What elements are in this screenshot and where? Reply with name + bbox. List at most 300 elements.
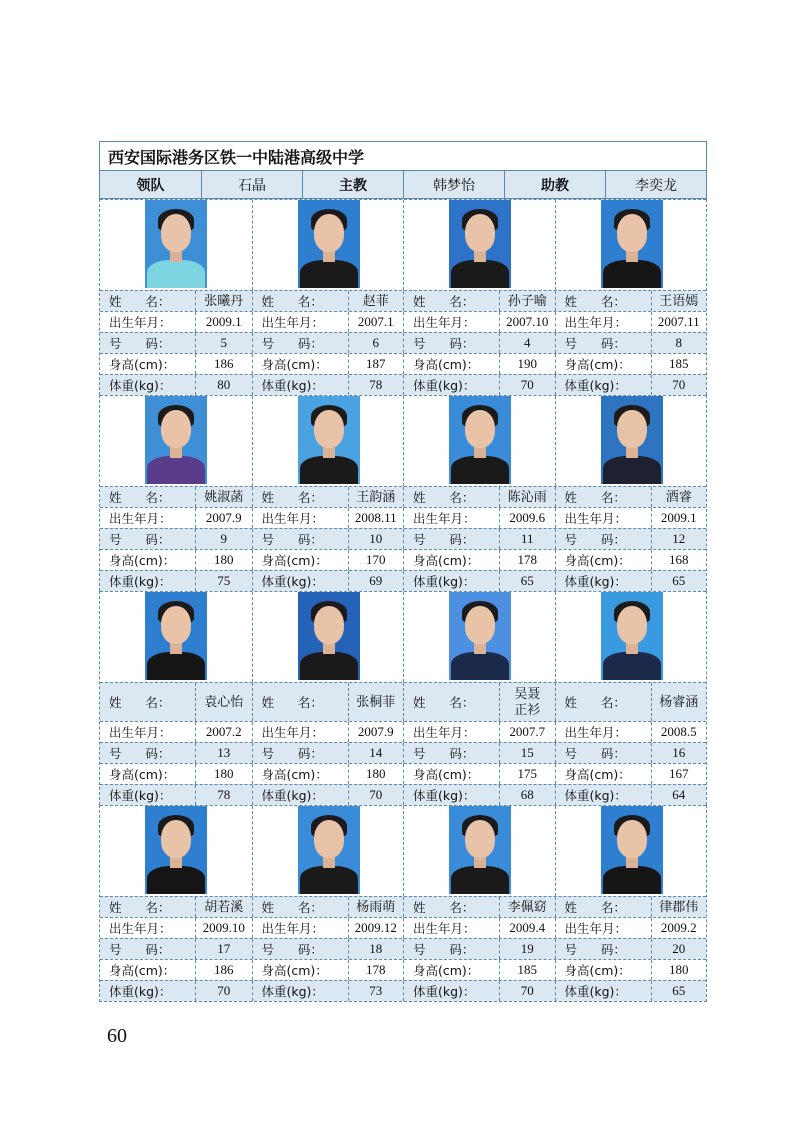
- player-number: [349, 939, 404, 959]
- player-birth: [652, 918, 707, 938]
- player-birth-cell: [100, 722, 252, 742]
- photo-row: [100, 199, 706, 290]
- number-row: [100, 332, 706, 353]
- photo-shirt: [147, 456, 205, 484]
- player-name: [652, 897, 707, 917]
- height-label: 身高(cm)：: [404, 960, 500, 980]
- player-group: [99, 395, 707, 591]
- player-birth-cell: [403, 508, 555, 528]
- number-label: 号 码：: [556, 333, 652, 353]
- photo-face: [161, 214, 191, 252]
- name-label: 姓 名：: [404, 487, 500, 507]
- player-photo: [298, 592, 360, 680]
- player-name: [500, 683, 555, 721]
- weight-label: 体重(kg)：: [556, 981, 652, 1001]
- player-birth-cell: [403, 722, 555, 742]
- name-row: [100, 486, 706, 507]
- player-name-text: 姚淑菡: [204, 489, 244, 504]
- player-birth-text: 2007.10: [506, 314, 549, 329]
- player-weight-text: 75: [217, 573, 231, 588]
- player-photo: [145, 806, 207, 894]
- player-height-text: 180: [669, 962, 689, 977]
- player-weight-text: 73: [369, 983, 383, 998]
- player-birth: [500, 508, 555, 528]
- photo-shirt: [451, 652, 509, 680]
- height-label: 身高(cm)：: [253, 354, 349, 374]
- player-weight-cell: [403, 785, 555, 805]
- player-birth-cell: [555, 918, 707, 938]
- height-label: 身高(cm)：: [404, 764, 500, 784]
- player-name-cell: [100, 291, 252, 311]
- birth-row: [100, 721, 706, 742]
- player-name-text: 吴聂正衫: [514, 686, 541, 717]
- name-label: 姓 名：: [556, 487, 652, 507]
- player-name-text: 赵菲: [362, 293, 389, 308]
- player-number: [196, 529, 252, 549]
- player-number-text: 20: [672, 941, 686, 956]
- player-group: [99, 199, 707, 395]
- player-name-text: 陈沁雨: [507, 489, 547, 504]
- player-number-text: 5: [220, 335, 227, 350]
- number-row: [100, 742, 706, 763]
- leader-name: 石晶: [201, 171, 302, 198]
- player-weight-text: 70: [520, 377, 534, 392]
- player-weight-text: 70: [672, 377, 686, 392]
- weight-label: 体重(kg)：: [404, 571, 500, 591]
- player-height: [652, 960, 707, 980]
- player-weight-cell: [100, 571, 252, 591]
- player-name: [196, 683, 252, 721]
- weight-row: [100, 570, 706, 591]
- player-name: [500, 487, 555, 507]
- number-label: 号 码：: [404, 939, 500, 959]
- height-label: 身高(cm)：: [100, 550, 196, 570]
- photo-face: [161, 606, 191, 644]
- player-birth-text: 2009.10: [202, 920, 245, 935]
- player-weight-text: 65: [672, 573, 686, 588]
- photo-shirt: [147, 260, 205, 288]
- player-birth-cell: [252, 508, 404, 528]
- name-label: 姓 名：: [404, 291, 500, 311]
- player-weight: [196, 571, 252, 591]
- player-weight-cell: [403, 571, 555, 591]
- player-group: [99, 591, 707, 805]
- school-title: 西安国际港务区铁一中陆港高级中学: [99, 141, 707, 170]
- player-weight: [349, 981, 404, 1001]
- player-height: [500, 764, 555, 784]
- height-label: 身高(cm)：: [556, 764, 652, 784]
- player-weight-text: 64: [672, 787, 686, 802]
- height-label: 身高(cm)：: [556, 960, 652, 980]
- player-height: [349, 960, 404, 980]
- player-height: [500, 354, 555, 374]
- player-weight-cell: [100, 785, 252, 805]
- photo-cell: [100, 396, 252, 486]
- player-number-text: 15: [520, 745, 534, 760]
- player-birth-text: 2008.5: [660, 724, 697, 739]
- player-name: [349, 683, 404, 721]
- player-number-text: 17: [217, 941, 231, 956]
- weight-label: 体重(kg)：: [253, 785, 349, 805]
- height-row: [100, 763, 706, 784]
- photo-cell: [252, 200, 404, 290]
- birth-row: [100, 507, 706, 528]
- photo-face: [465, 820, 495, 858]
- player-birth-cell: [555, 312, 707, 332]
- height-row: [100, 549, 706, 570]
- player-height-cell: [100, 764, 252, 784]
- player-name-text: 杨睿涵: [659, 694, 699, 709]
- player-name: [349, 291, 404, 311]
- assistant-label: 助教: [504, 171, 605, 198]
- player-name: [652, 291, 707, 311]
- player-photo: [601, 592, 663, 680]
- player-name: [196, 291, 252, 311]
- weight-label: 体重(kg)：: [253, 375, 349, 395]
- player-name-text: 张曦丹: [204, 293, 244, 308]
- player-number: [196, 333, 252, 353]
- photo-shirt: [451, 456, 509, 484]
- player-number-text: 9: [220, 531, 227, 546]
- photo-cell: [100, 200, 252, 290]
- photo-cell: [252, 396, 404, 486]
- player-number-text: 8: [675, 335, 682, 350]
- player-height-text: 186: [214, 962, 234, 977]
- height-label: 身高(cm)：: [100, 960, 196, 980]
- name-label: 姓 名：: [404, 897, 500, 917]
- player-birth-cell: [100, 508, 252, 528]
- player-weight-text: 78: [369, 377, 383, 392]
- player-height-cell: [555, 550, 707, 570]
- player-name-cell: [252, 683, 404, 721]
- name-label: 姓 名：: [556, 683, 652, 721]
- player-number-text: 14: [369, 745, 383, 760]
- photo-cell: [555, 200, 707, 290]
- player-height-text: 186: [214, 356, 234, 371]
- birth-label: 出生年月：: [404, 722, 500, 742]
- weight-label: 体重(kg)：: [404, 375, 500, 395]
- weight-row: [100, 980, 706, 1001]
- player-number: [196, 939, 252, 959]
- player-name-cell: [100, 487, 252, 507]
- name-row: [100, 290, 706, 311]
- player-number-cell: [555, 529, 707, 549]
- player-number-text: 18: [369, 941, 383, 956]
- player-birth: [196, 312, 252, 332]
- name-label: 姓 名：: [253, 487, 349, 507]
- player-height: [652, 550, 707, 570]
- player-name-cell: [252, 897, 404, 917]
- player-birth-text: 2007.9: [357, 724, 394, 739]
- player-photo: [145, 396, 207, 484]
- player-number: [500, 939, 555, 959]
- player-height-text: 180: [214, 766, 234, 781]
- player-weight: [652, 785, 707, 805]
- player-height: [349, 764, 404, 784]
- player-name-text: 王语嫣: [659, 293, 699, 308]
- player-height-text: 175: [517, 766, 537, 781]
- number-label: 号 码：: [100, 939, 196, 959]
- player-number-cell: [403, 939, 555, 959]
- player-weight-cell: [555, 981, 707, 1001]
- player-photo: [449, 200, 511, 288]
- weight-label: 体重(kg)：: [556, 571, 652, 591]
- player-weight-text: 68: [520, 787, 534, 802]
- player-height-cell: [403, 960, 555, 980]
- weight-label: 体重(kg)：: [404, 785, 500, 805]
- player-photo: [449, 396, 511, 484]
- player-weight-text: 70: [520, 983, 534, 998]
- player-weight: [500, 375, 555, 395]
- player-birth: [196, 508, 252, 528]
- name-label: 姓 名：: [100, 683, 196, 721]
- photo-cell: [403, 592, 555, 682]
- photo-face: [314, 820, 344, 858]
- birth-label: 出生年月：: [100, 312, 196, 332]
- birth-label: 出生年月：: [100, 508, 196, 528]
- player-weight-cell: [252, 571, 404, 591]
- photo-cell: [403, 396, 555, 486]
- weight-label: 体重(kg)：: [253, 571, 349, 591]
- player-name-text: 酒睿: [665, 489, 692, 504]
- player-photo: [145, 592, 207, 680]
- player-height-cell: [403, 764, 555, 784]
- player-height-cell: [403, 354, 555, 374]
- player-birth-cell: [100, 312, 252, 332]
- player-weight: [349, 375, 404, 395]
- player-number-text: 10: [369, 531, 383, 546]
- player-birth: [349, 508, 404, 528]
- player-birth: [349, 722, 404, 742]
- player-birth: [500, 312, 555, 332]
- player-photo: [601, 396, 663, 484]
- player-birth: [349, 918, 404, 938]
- player-number: [196, 743, 252, 763]
- player-birth: [196, 918, 252, 938]
- player-birth-cell: [403, 918, 555, 938]
- number-label: 号 码：: [253, 529, 349, 549]
- number-label: 号 码：: [253, 333, 349, 353]
- player-name-cell: [403, 683, 555, 721]
- player-weight-cell: [100, 375, 252, 395]
- number-label: 号 码：: [404, 529, 500, 549]
- birth-label: 出生年月：: [253, 722, 349, 742]
- player-name-cell: [100, 897, 252, 917]
- player-name-cell: [252, 291, 404, 311]
- player-number-cell: [555, 743, 707, 763]
- player-height-cell: [252, 764, 404, 784]
- player-weight-cell: [100, 981, 252, 1001]
- player-height-cell: [252, 960, 404, 980]
- birth-label: 出生年月：: [404, 508, 500, 528]
- player-height-cell: [100, 354, 252, 374]
- player-weight-text: 70: [369, 787, 383, 802]
- player-weight-cell: [252, 785, 404, 805]
- player-height-cell: [252, 550, 404, 570]
- height-label: 身高(cm)：: [253, 550, 349, 570]
- birth-label: 出生年月：: [404, 312, 500, 332]
- height-label: 身高(cm)：: [404, 354, 500, 374]
- player-birth: [196, 722, 252, 742]
- player-number: [500, 333, 555, 353]
- player-weight-cell: [403, 375, 555, 395]
- number-label: 号 码：: [100, 529, 196, 549]
- photo-shirt: [451, 866, 509, 894]
- birth-label: 出生年月：: [100, 722, 196, 742]
- height-label: 身高(cm)：: [404, 550, 500, 570]
- birth-row: [100, 917, 706, 938]
- player-name: [349, 897, 404, 917]
- player-birth-cell: [252, 918, 404, 938]
- number-label: 号 码：: [253, 939, 349, 959]
- number-label: 号 码：: [556, 743, 652, 763]
- photo-shirt: [603, 260, 661, 288]
- player-weight-text: 80: [217, 377, 231, 392]
- player-name: [500, 897, 555, 917]
- player-number-cell: [403, 333, 555, 353]
- player-weight: [196, 981, 252, 1001]
- player-name-text: 胡若溪: [204, 899, 244, 914]
- player-weight: [500, 571, 555, 591]
- player-number-cell: [252, 743, 404, 763]
- player-birth-text: 2009.4: [509, 920, 546, 935]
- photo-face: [617, 606, 647, 644]
- player-birth-cell: [100, 918, 252, 938]
- team-roster: [99, 141, 707, 1002]
- height-label: 身高(cm)：: [556, 354, 652, 374]
- player-weight-text: 70: [217, 983, 231, 998]
- player-number-cell: [252, 939, 404, 959]
- player-name-text: 律郡伟: [659, 899, 699, 914]
- weight-label: 体重(kg)：: [100, 785, 196, 805]
- photo-face: [465, 214, 495, 252]
- player-height-text: 190: [517, 356, 537, 371]
- player-name-cell: [100, 683, 252, 721]
- photo-shirt: [603, 652, 661, 680]
- player-number-cell: [100, 939, 252, 959]
- player-number-text: 11: [520, 531, 534, 546]
- number-label: 号 码：: [556, 529, 652, 549]
- weight-row: [100, 784, 706, 805]
- player-height: [196, 960, 252, 980]
- player-number: [652, 333, 707, 353]
- name-label: 姓 名：: [100, 897, 196, 917]
- number-label: 号 码：: [556, 939, 652, 959]
- player-birth: [500, 918, 555, 938]
- weight-label: 体重(kg)：: [253, 981, 349, 1001]
- photo-face: [314, 606, 344, 644]
- player-height-text: 170: [366, 552, 386, 567]
- player-birth-text: 2009.1: [205, 314, 242, 329]
- player-height: [196, 354, 252, 374]
- player-height: [500, 550, 555, 570]
- photo-face: [161, 410, 191, 448]
- player-name: [652, 487, 707, 507]
- birth-label: 出生年月：: [556, 508, 652, 528]
- player-height-text: 180: [366, 766, 386, 781]
- birth-label: 出生年月：: [404, 918, 500, 938]
- player-name-cell: [555, 487, 707, 507]
- player-birth: [652, 508, 707, 528]
- player-birth-cell: [555, 722, 707, 742]
- player-height-cell: [555, 960, 707, 980]
- player-group: [99, 805, 707, 1002]
- player-photo: [298, 396, 360, 484]
- player-height-text: 167: [669, 766, 689, 781]
- photo-shirt: [603, 866, 661, 894]
- weight-label: 体重(kg)：: [100, 571, 196, 591]
- player-height-text: 178: [366, 962, 386, 977]
- birth-label: 出生年月：: [100, 918, 196, 938]
- photo-cell: [252, 806, 404, 896]
- number-label: 号 码：: [404, 743, 500, 763]
- number-label: 号 码：: [100, 333, 196, 353]
- player-weight: [500, 785, 555, 805]
- height-label: 身高(cm)：: [100, 354, 196, 374]
- photo-cell: [100, 592, 252, 682]
- player-photo: [298, 806, 360, 894]
- name-row: [100, 896, 706, 917]
- weight-label: 体重(kg)：: [100, 981, 196, 1001]
- name-label: 姓 名：: [100, 487, 196, 507]
- photo-shirt: [603, 456, 661, 484]
- number-label: 号 码：: [100, 743, 196, 763]
- player-weight: [652, 571, 707, 591]
- height-row: [100, 353, 706, 374]
- name-label: 姓 名：: [253, 291, 349, 311]
- player-number: [349, 333, 404, 353]
- weight-label: 体重(kg)：: [556, 785, 652, 805]
- player-name-cell: [555, 291, 707, 311]
- name-label: 姓 名：: [404, 683, 500, 721]
- photo-face: [161, 820, 191, 858]
- assistant-name: 李奕龙: [605, 171, 706, 198]
- player-number: [652, 939, 707, 959]
- player-number: [500, 743, 555, 763]
- player-number-text: 16: [672, 745, 686, 760]
- player-birth-text: 2007.2: [205, 724, 242, 739]
- player-height: [652, 354, 707, 374]
- player-number-cell: [100, 333, 252, 353]
- photo-cell: [403, 200, 555, 290]
- photo-cell: [555, 806, 707, 896]
- photo-row: [100, 395, 706, 486]
- staff-row: [99, 170, 707, 199]
- height-label: 身高(cm)：: [100, 764, 196, 784]
- name-row: [100, 682, 706, 721]
- player-birth-text: 2007.7: [509, 724, 546, 739]
- leader-label: 领队: [136, 177, 165, 194]
- height-label: 身高(cm)：: [556, 550, 652, 570]
- player-birth: [500, 722, 555, 742]
- name-label: 姓 名：: [556, 291, 652, 311]
- name-label: 姓 名：: [556, 897, 652, 917]
- player-number-text: 13: [217, 745, 231, 760]
- player-birth-text: 2009.1: [660, 510, 697, 525]
- photo-cell: [252, 592, 404, 682]
- player-height: [196, 550, 252, 570]
- player-height-cell: [100, 550, 252, 570]
- player-weight-cell: [555, 375, 707, 395]
- player-photo: [449, 592, 511, 680]
- height-row: [100, 959, 706, 980]
- photo-cell: [555, 592, 707, 682]
- player-weight-cell: [403, 981, 555, 1001]
- player-number-cell: [252, 333, 404, 353]
- player-birth-cell: [403, 312, 555, 332]
- player-weight: [349, 785, 404, 805]
- birth-row: [100, 311, 706, 332]
